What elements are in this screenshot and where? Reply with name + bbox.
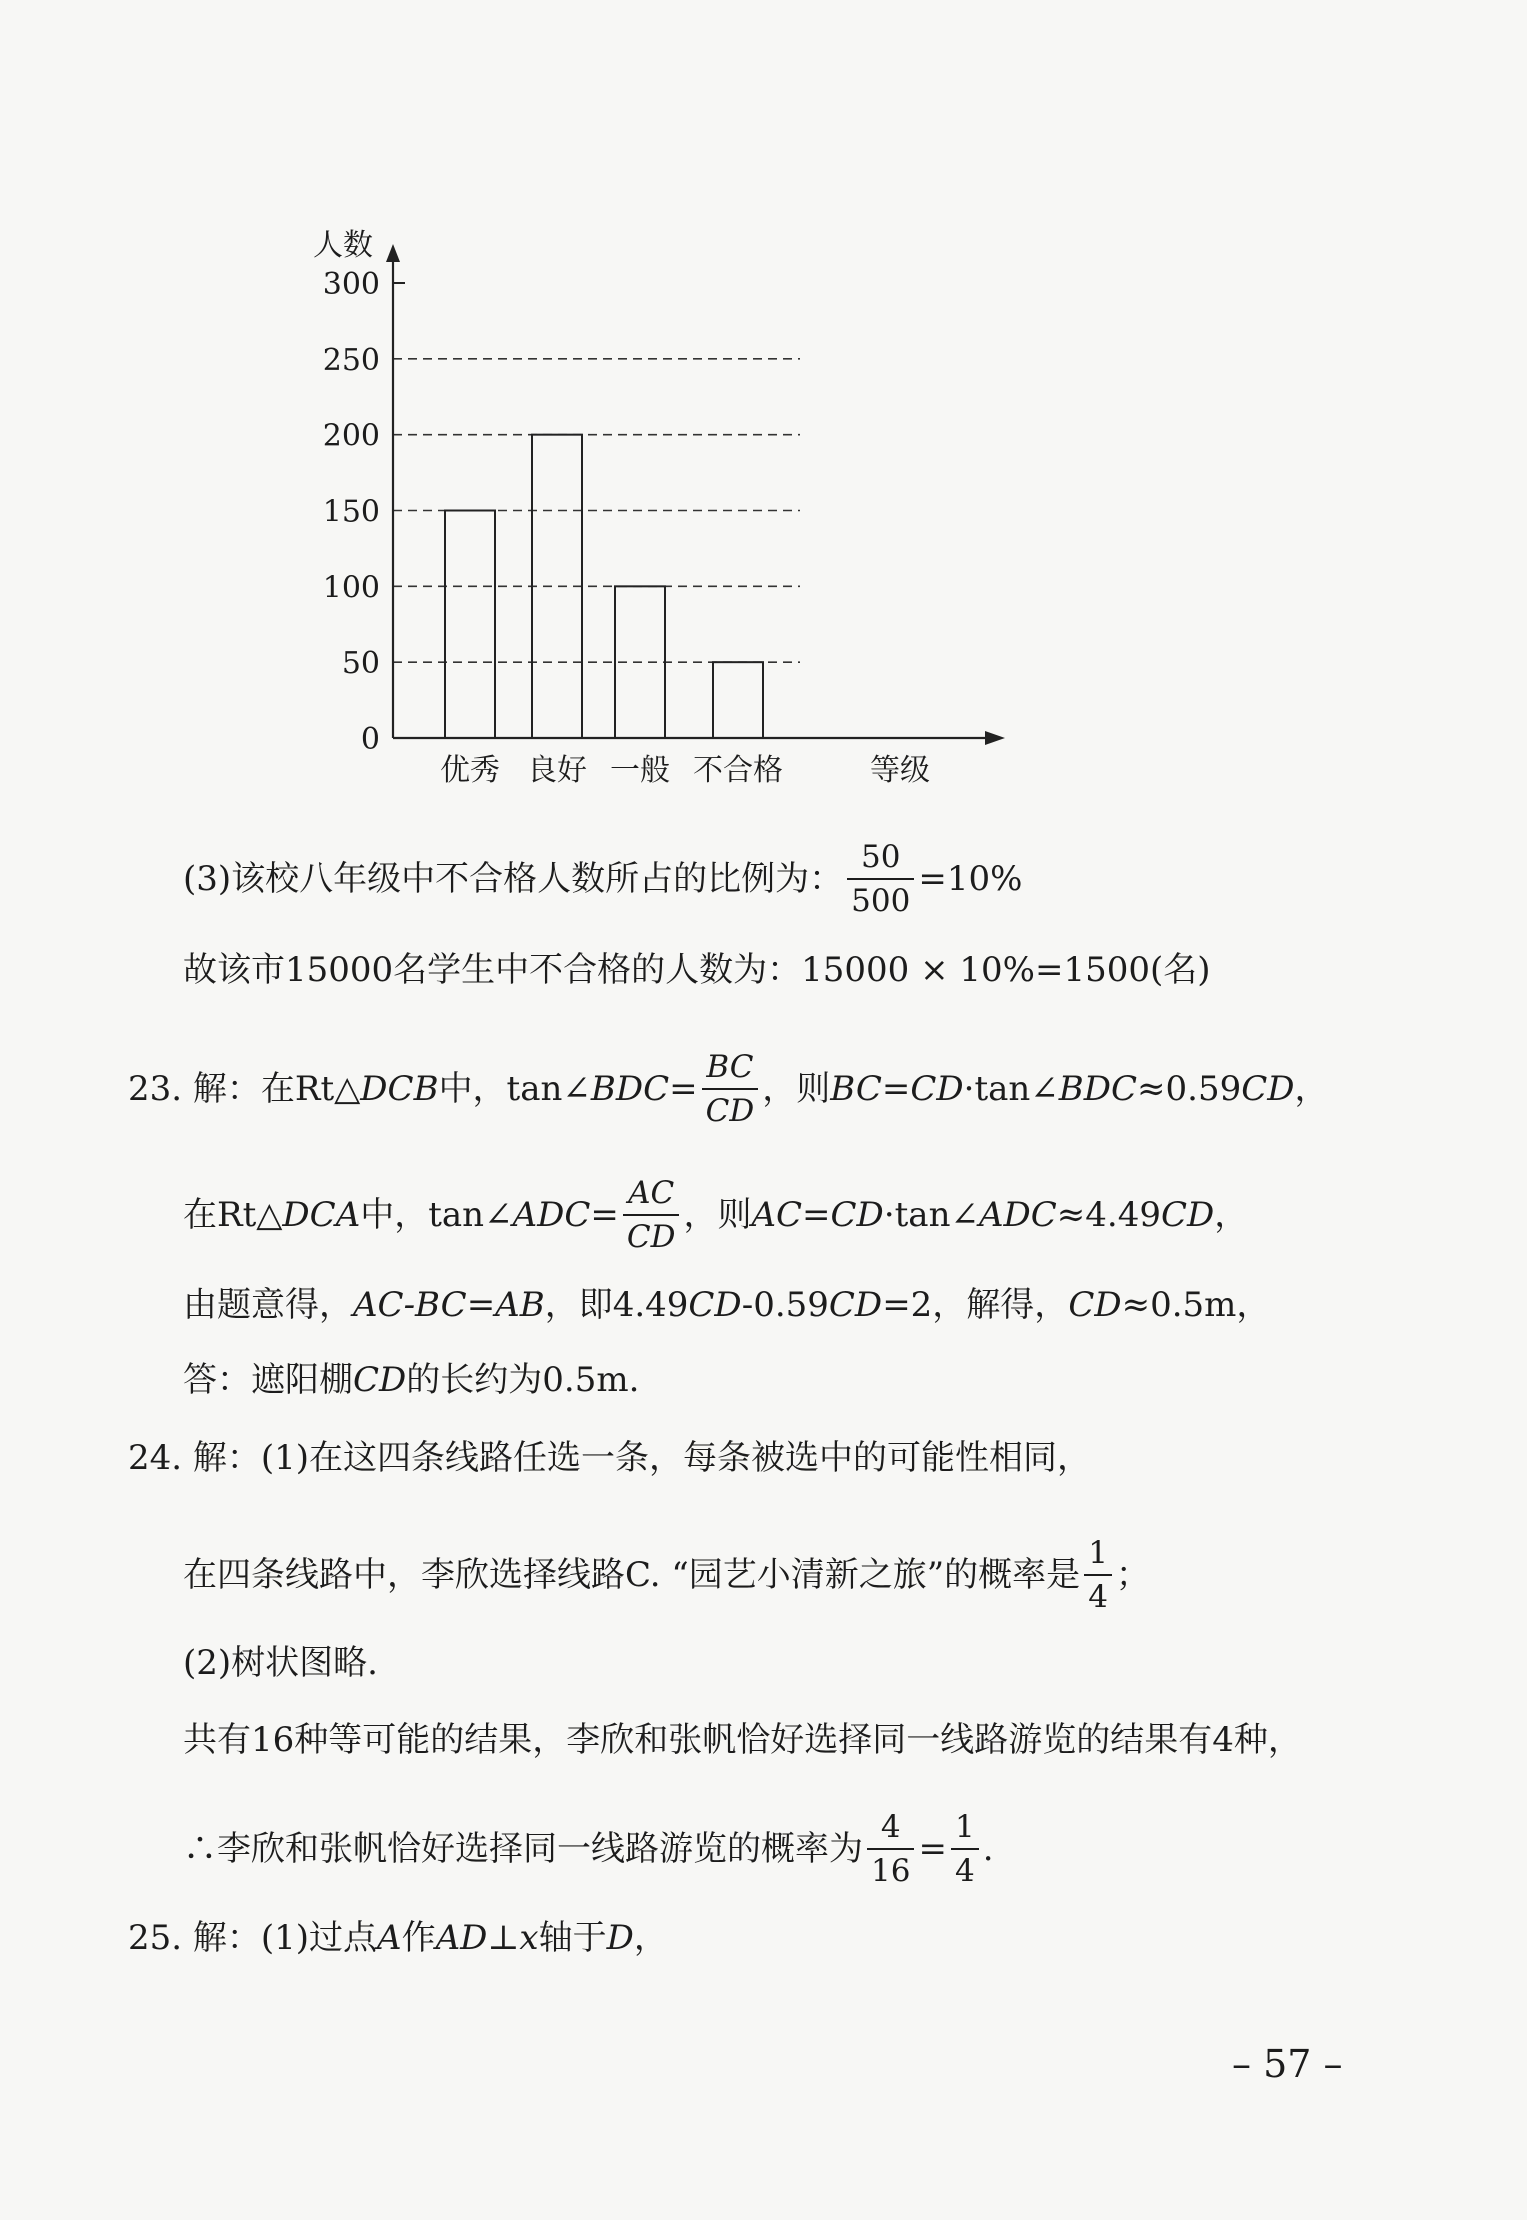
q24-fraction-2 <box>867 1810 914 1888</box>
q24-fraction-3 <box>951 1810 979 1888</box>
text: CD <box>1161 1195 1215 1235</box>
text: DCA <box>282 1195 361 1235</box>
text: 的长约为0.5m. <box>406 1360 640 1400</box>
text: 共有16种等可能的结果，李欣和张帆恰好选择同一线路游览的结果有4种， <box>183 1720 1302 1760</box>
x-axis-arrow <box>985 731 1005 745</box>
text: BDC <box>1058 1069 1138 1109</box>
text: x <box>519 1918 539 1958</box>
fraction-numerator: 50 <box>861 839 901 875</box>
text: ， <box>633 1918 668 1958</box>
text: BC=CD <box>830 1069 964 1109</box>
q23-fraction-2 <box>623 1176 680 1254</box>
fraction-numerator: 1 <box>954 1809 975 1845</box>
q24-line2 <box>183 1536 1150 1614</box>
fraction-denominator: CD <box>702 1088 759 1128</box>
text: AC=CD <box>751 1195 884 1235</box>
q23-line4 <box>183 1360 639 1400</box>
text: 由题意得， <box>183 1285 353 1325</box>
q25-line1 <box>128 1918 668 1958</box>
fraction-denominator: 4 <box>1084 1574 1112 1614</box>
text: ADC <box>512 1195 591 1235</box>
y-tick-label: 50 <box>341 646 380 682</box>
y-tick-label: 200 <box>322 418 380 454</box>
y-tick-label: 250 <box>322 342 380 378</box>
text: ·tan∠ <box>883 1195 979 1235</box>
text: ∴李欣和张帆恰好选择同一线路游览的概率为 <box>183 1829 863 1869</box>
q23-fraction-1 <box>702 1050 759 1128</box>
text: = <box>669 1069 698 1109</box>
text: 轴于 <box>538 1918 607 1958</box>
text: ⊥ <box>487 1918 520 1958</box>
text: ，则 <box>762 1069 831 1109</box>
text: = <box>918 1829 947 1869</box>
text: ≈0.5m， <box>1121 1285 1271 1325</box>
text: D <box>606 1918 634 1958</box>
text: CD <box>1241 1069 1295 1109</box>
text: . <box>982 1829 994 1869</box>
q22-conclusion <box>183 950 1211 990</box>
y-axis-title: 人数 <box>313 228 373 263</box>
chart-labels <box>313 228 930 788</box>
text: ，则 <box>683 1195 752 1235</box>
bar-不合格 <box>713 662 763 738</box>
text: CD <box>1068 1285 1122 1325</box>
text: 在Rt△ <box>183 1195 283 1235</box>
bar-优秀 <box>445 511 495 739</box>
text: BDC <box>590 1069 670 1109</box>
text: 25. 解：(1)过点 <box>128 1918 378 1958</box>
fraction-denominator: 500 <box>847 878 914 918</box>
text: 答：遮阳棚 <box>183 1360 353 1400</box>
fraction-numerator: 4 <box>880 1809 901 1845</box>
x-category-label: 优秀 <box>440 753 500 788</box>
y-tick-label: 100 <box>322 570 380 606</box>
text: =2，解得， <box>882 1285 1069 1325</box>
q23-line1 <box>128 1050 1329 1128</box>
q24-fraction-1 <box>1084 1536 1112 1614</box>
y-tick-label: 300 <box>322 267 380 302</box>
q22-conclusion-text: 故该市15000名学生中不合格的人数为：15000 × 10%=1500(名) <box>183 950 1211 990</box>
q24-line5 <box>183 1810 994 1888</box>
q24-line4 <box>183 1720 1302 1760</box>
x-category-label: 一般 <box>610 753 670 788</box>
text: ≈0.59 <box>1137 1069 1242 1109</box>
text: CD <box>353 1360 407 1400</box>
q22-part3-text: (3)该校八年级中不合格人数所占的比例为： <box>183 859 844 899</box>
text: ADC <box>978 1195 1057 1235</box>
bar-chart <box>0 0 1527 820</box>
chart-axes <box>386 244 1005 745</box>
q23-line3 <box>183 1285 1270 1325</box>
text: 在四条线路中，李欣选择线路C. “园艺小清新之旅”的概率是 <box>183 1555 1081 1595</box>
text: 作 <box>401 1918 436 1958</box>
text: (2)树状图略. <box>183 1643 378 1683</box>
q22-fraction <box>847 840 914 918</box>
fraction-numerator: AC <box>628 1175 675 1211</box>
fraction-denominator: 16 <box>867 1848 914 1888</box>
fraction-numerator: 1 <box>1088 1535 1108 1571</box>
text: ； <box>1115 1555 1150 1595</box>
q24-line1 <box>128 1438 1091 1478</box>
text: 中，tan∠ <box>438 1069 591 1109</box>
page-number: – 57 – <box>1232 2042 1343 2086</box>
x-category-label: 不合格 <box>693 753 783 788</box>
text: ， <box>1214 1195 1249 1235</box>
text: ·tan∠ <box>963 1069 1059 1109</box>
text: AC-BC=AB <box>353 1285 545 1325</box>
text: AD <box>435 1918 488 1958</box>
text: 中，tan∠ <box>360 1195 513 1235</box>
q22-part3-result: =10% <box>918 859 1023 899</box>
y-tick-label: 150 <box>322 494 380 530</box>
y-axis-arrow <box>386 244 400 262</box>
text: ， <box>1294 1069 1329 1109</box>
q22-part3 <box>183 840 1022 918</box>
x-axis-title: 等级 <box>870 753 930 788</box>
fraction-numerator: BC <box>706 1049 754 1085</box>
text: ≈4.49 <box>1056 1195 1161 1235</box>
text: DCB <box>360 1069 439 1109</box>
text: 24. 解：(1)在这四条线路任选一条，每条被选中的可能性相同， <box>128 1438 1092 1478</box>
y-tick-label: 0 <box>360 722 380 757</box>
fraction-denominator: CD <box>623 1214 680 1254</box>
fraction-denominator: 4 <box>951 1848 979 1888</box>
q23-line2 <box>183 1176 1248 1254</box>
x-category-label: 良好 <box>527 753 587 788</box>
text: ，即4.49 <box>544 1285 689 1325</box>
text: 23. 解：在Rt△ <box>128 1069 361 1109</box>
text: CD <box>688 1285 742 1325</box>
text: CD <box>828 1285 883 1325</box>
q24-line3 <box>183 1643 378 1683</box>
text: A <box>377 1918 402 1958</box>
chart-grid <box>393 283 800 662</box>
text: -0.59 <box>741 1285 829 1325</box>
text: = <box>590 1195 619 1235</box>
